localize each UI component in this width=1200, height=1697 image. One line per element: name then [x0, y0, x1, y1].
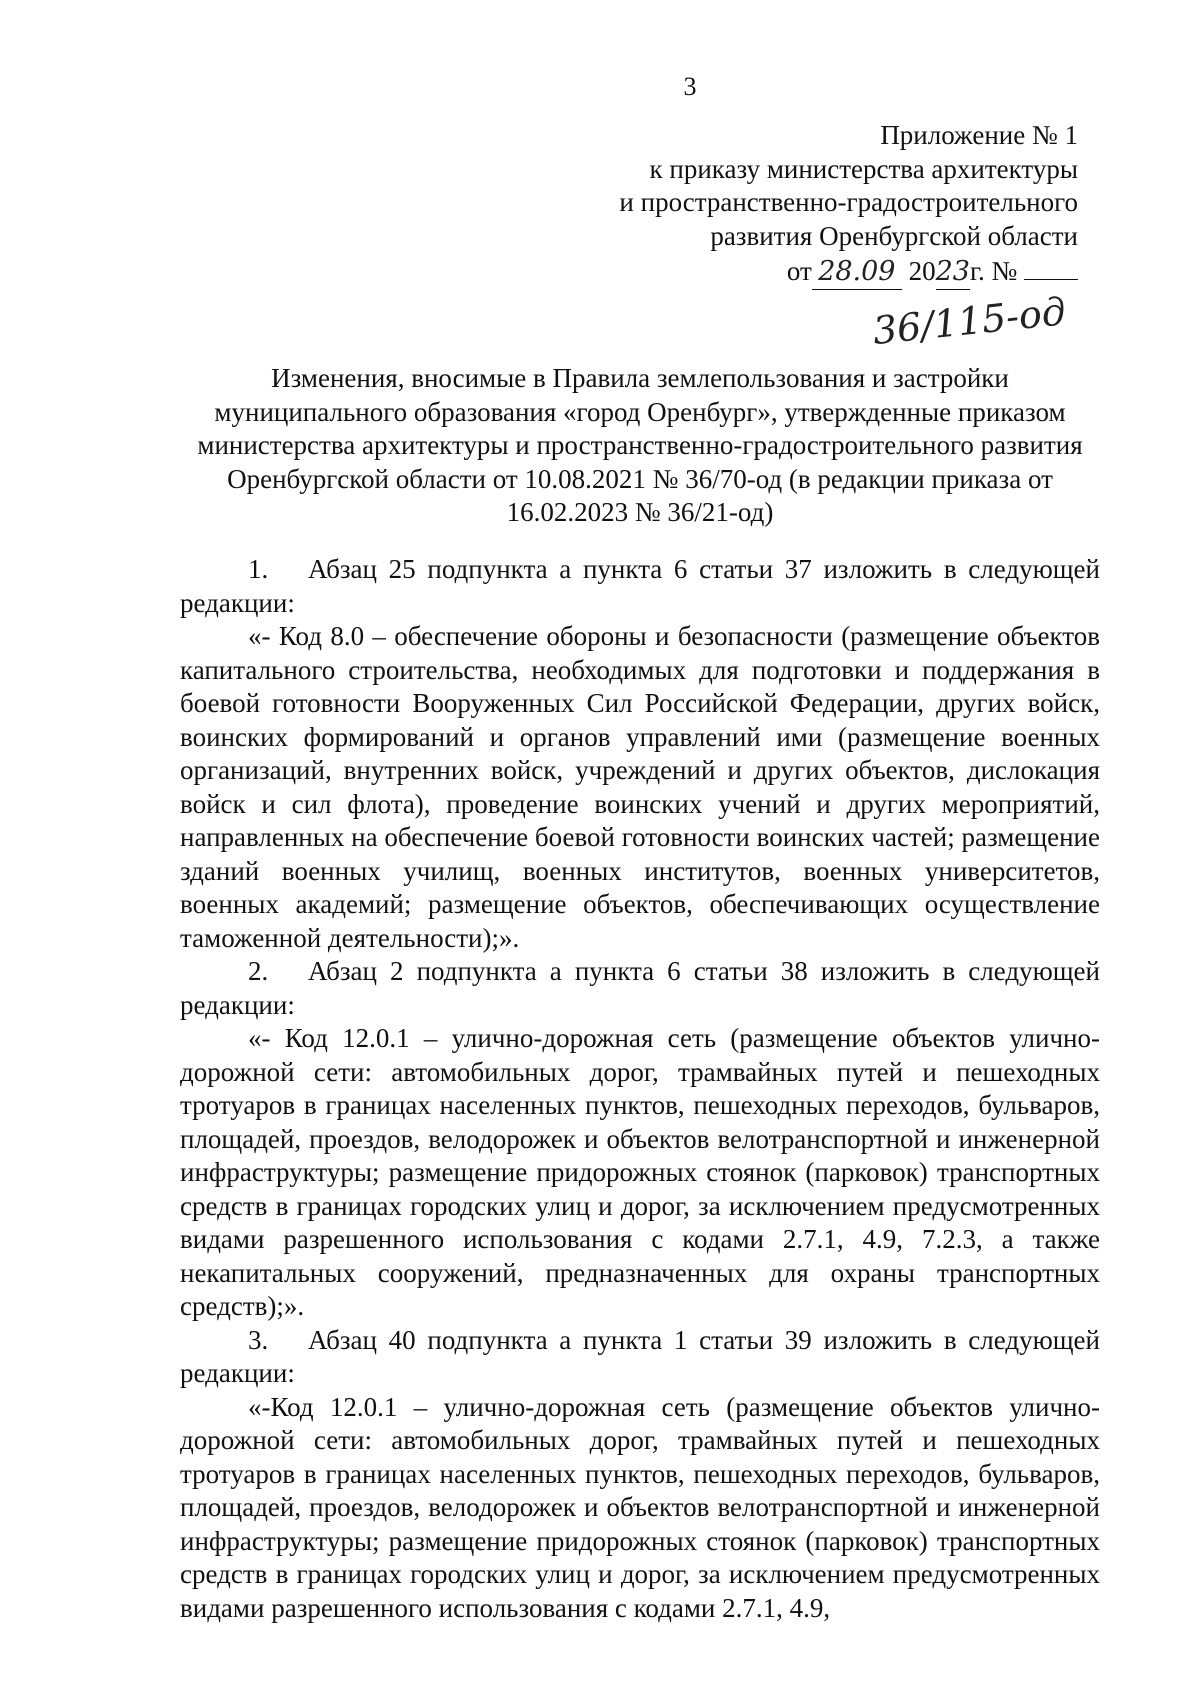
item-2-instruction — [180, 955, 1100, 1022]
item-1-number: 1. — [248, 554, 269, 584]
item-1-text: «- Код 8.0 – обеспечение обороны и безопасности (размещение объектов капитального строительства, необходимых для подготовки и поддержания в боевой готовности Вооруженных Сил Российской Федерации, других войск, воинских формирований и органов управлений ими (размещение военных организаций, внутренних войск, учреждений и других объектов, дислокация войск и сил флота), проведение воинских учений и других мероприятий, направленных на обеспечение боевой готовности воинских частей; размещение зданий военных училищ, военных институтов, военных университетов, военных академий; размещение объектов, обеспечивающих осуществление таможенной деятельности);». — [180, 621, 1100, 953]
item-3-instruction — [180, 1324, 1100, 1391]
page-number: 3 — [683, 72, 697, 101]
appendix-header — [619, 119, 1078, 290]
date-prefix: от — [786, 256, 812, 286]
item-3-number: 3. — [248, 1324, 269, 1355]
appendix-date-line — [619, 253, 1078, 290]
item-1-instruction-text: Абзац 25 подпункта а пункта 6 статьи 37 изложить в следующей редакции: — [180, 554, 1100, 618]
document-body — [180, 553, 1100, 1625]
item-3-text: «-Код 12.0.1 – улично-дорожная сеть (размещение объектов улично-дорожной сети: автомобильных дорог, трамвайных путей и пешеходных тротуаров в границах населенных пунктов, пешеходных переходов, бульваров, площадей, проездов, велодорожек и объектов велотранспортной и инженерной инфраструктуры; размещение придорожных стоянок (парковок) транспортных средств в границах городских улиц и дорог, за исключением предусмотренных видами разрешенного использования с кодами 2.7.1, 4.9, — [180, 1391, 1100, 1623]
document-title: Изменения, вносимые в Правила землепользования и застройки муниципального образования «город Оренбург», утвержденные приказом министерства архитектуры и пространственно-градостроительного развития Оренбургской области от 10.08.2021 № 36/70-од (в редакции приказа от 16.02.2023 № 36/21-од) — [197, 363, 1083, 527]
order-number-blank — [1024, 253, 1078, 280]
appendix-order-ref: к приказу министерства архитектуры — [649, 153, 1078, 184]
handwritten-date: 28.09 — [812, 255, 902, 290]
appendix-title: Приложение № 1 — [880, 120, 1078, 150]
item-2-text: «- Код 12.0.1 – улично-дорожная сеть (размещение объектов улично-дорожной сети: автомобильных дорог, трамвайных путей и пешеходных тротуаров в границах населенных пунктов, пешеходных переходов, бульваров, площадей, проездов, велодорожек и объектов велотранспортной и инженерной инфраструктуры; размещение придорожных стоянок (парковок) транспортных средств в границах городских улиц и дорог, за исключением предусмотренных видами разрешенного использования с кодами 2.7.1, 4.9, 7.2.3, а также некапитальных сооружений, предназначенных для охраны транспортных средств);». — [180, 1023, 1100, 1321]
date-suffix: г. № — [969, 256, 1018, 286]
appendix-ministry-line: и пространственно-градостроительного — [619, 187, 1078, 217]
item-2-number: 2. — [248, 956, 269, 986]
item-3-instruction-text: Абзац 40 подпункта а пункта 1 статьи 39 изложить в следующей редакции: — [180, 1324, 1100, 1388]
item-1-instruction — [180, 553, 1100, 620]
handwritten-order-number: 36/115-од — [870, 289, 1068, 354]
year-prefix: 20 — [908, 256, 936, 286]
handwritten-year: 23 — [936, 255, 970, 290]
appendix-region-line: развития Оренбургской области — [710, 220, 1078, 251]
item-2-instruction-text: Абзац 2 подпункта а пункта 6 статьи 38 изложить в следующей редакции: — [180, 956, 1100, 1020]
